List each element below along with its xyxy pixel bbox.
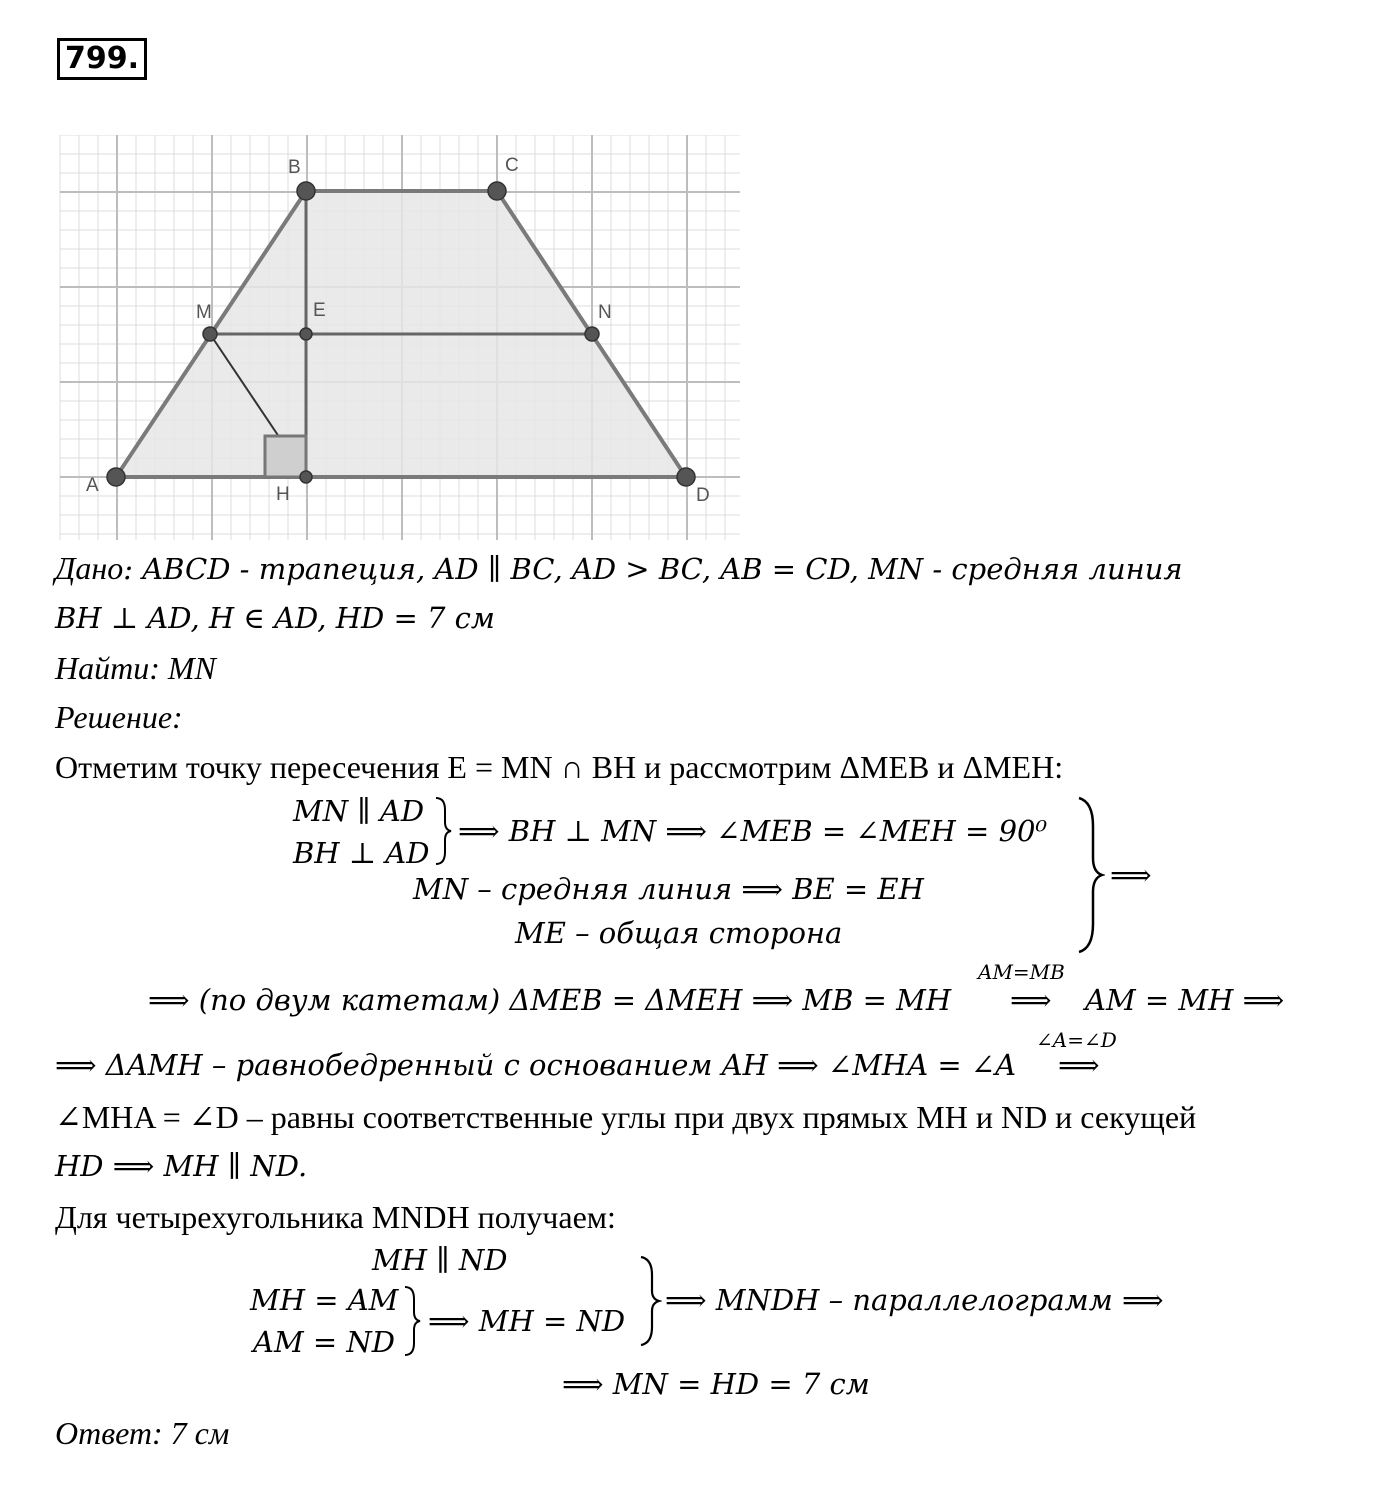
point-B — [297, 182, 315, 200]
sys1-arrow: ⟹ — [1110, 858, 1152, 892]
step2-arrow: ⟹ — [1058, 1048, 1100, 1082]
sys1-row3: ME – общая сторона — [515, 916, 843, 950]
trapezoid-figure — [55, 135, 745, 540]
label-C: C — [505, 155, 519, 176]
find-line: Найти: MN — [55, 650, 216, 686]
solution-label: Решение: — [55, 699, 183, 735]
label-H: H — [276, 484, 290, 505]
final-line: ⟹ MN = HD = 7 см — [562, 1367, 870, 1401]
given-line-1 — [55, 548, 1183, 589]
step1-over: AM=MB — [978, 960, 1065, 984]
sys1-row1a: MN ∥ AD — [293, 794, 425, 828]
step1-end: AM = MH ⟹ — [1085, 983, 1285, 1017]
point-D — [677, 468, 695, 486]
step3-line: ∠MHA = ∠D – равны соответственные углы при двух прямых MH и ND и секущей — [55, 1099, 1197, 1135]
label-A: A — [86, 475, 99, 496]
quad-intro: Для четырехугольника MNDH получаем: — [55, 1199, 616, 1235]
sys1-row1b: BH ⊥ AD — [293, 836, 430, 870]
step1-line: ⟹ (по двум катетам) ΔMEB = ΔMEH ⟹ MB = MH — [148, 983, 952, 1017]
sys2-mid: ⟹ MH = ND — [428, 1304, 626, 1338]
intro-line: Отметим точку пересечения E = MN ∩ BH и рассмотрим ΔMEB и ΔMEH: — [55, 749, 1064, 785]
point-H — [300, 471, 312, 483]
point-N — [585, 327, 599, 341]
brace-small-1 — [433, 796, 453, 866]
given-line-2: BH ⊥ AD, H ∈ AD, HD = 7 см — [55, 601, 495, 635]
label-B: B — [288, 157, 301, 178]
sys2-rowA: MH = AM — [250, 1283, 399, 1317]
point-E — [300, 328, 312, 340]
brace-medium-2 — [638, 1255, 662, 1347]
answer-line: Ответ: 7 см — [55, 1415, 230, 1451]
step4-line: HD ⟹ MH ∥ ND. — [55, 1149, 308, 1183]
label-M: M — [196, 302, 212, 323]
label-N: N — [598, 302, 612, 323]
step2-over: ∠A=∠D — [1036, 1028, 1117, 1052]
given-expr-1: : ABCD - трапеция, AD ∥ BC, AD > BC, AB = CD, MN - средняя линия — [123, 552, 1183, 586]
right-angle-mark — [265, 436, 306, 477]
sys2-rowB: AM = ND — [253, 1325, 395, 1359]
label-E: E — [313, 300, 326, 321]
brace-large-1 — [1075, 796, 1105, 954]
point-M — [203, 327, 217, 341]
problem-number: 799. — [57, 38, 147, 80]
sys1-row1-result: ⟹ BH ⊥ MN ⟹ ∠MEB = ∠MEH = 90⁰ — [458, 814, 1048, 848]
point-A — [107, 468, 125, 486]
label-D: D — [696, 485, 710, 506]
step2-line: ⟹ ΔAMH – равнобедренный с основанием AH ⟹ ∠MHA = ∠A — [55, 1048, 1017, 1082]
sys1-row2: MN – средняя линия ⟹ BE = EH — [413, 872, 924, 906]
point-C — [488, 182, 506, 200]
step1-arrow: ⟹ — [1010, 983, 1052, 1017]
sys2-top: MH ∥ ND — [372, 1243, 508, 1277]
brace-small-2 — [402, 1285, 422, 1357]
sys2-result: ⟹ MNDH – параллелограмм ⟹ — [665, 1283, 1164, 1317]
given-label: Дано — [55, 550, 124, 586]
